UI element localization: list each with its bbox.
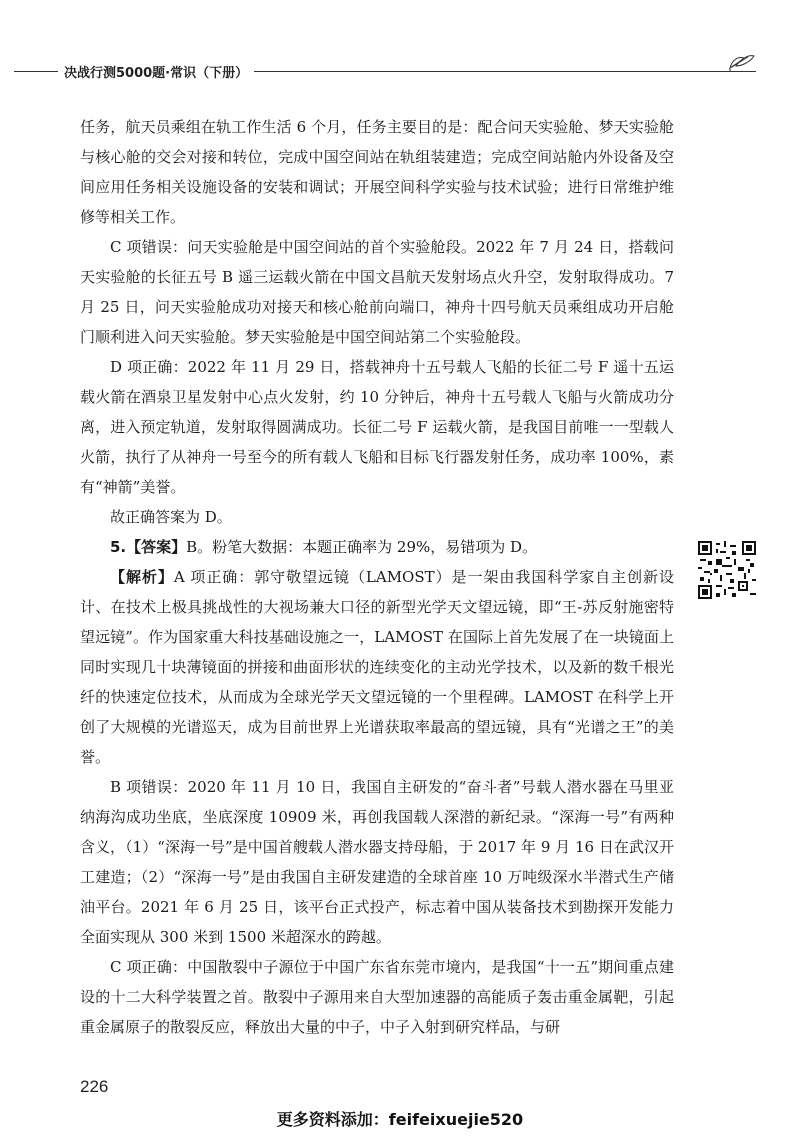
paragraph-option-c-wentian: C 项错误：问天实验舱是中国空间站的首个实验舱段。2022 年 7 月 24 日，搭载问天实验舱的长征五号 B 遥三运载火箭在中国文昌航天发射场点火升空，发射取得成功。7 月 25 日，问天实验舱成功对接天和核心舱前向端口，神舟十四号航天员乘组成功开启舱门顺利进入问天实验舱。梦天实验舱是中国空间站第二个实验舱段。 — [80, 238, 674, 346]
paragraph-mission: 任务，航天员乘组在轨工作生活 6 个月，任务主要目的是：配合问天实验舱、梦天实验舱与核心舱的交会对接和转位，完成中国空间站在轨组装建造；完成空间站舱内外设备及空间应用任务相关设施设备的安装和调试；开展空间科学实验与技术试验；进行日常维护维修等相关工作。 — [80, 118, 674, 226]
paragraph-option-c-spallation: C 项正确：中国散裂中子源位于中国广东省东莞市境内，是我国“十一五”期间重点建设的十二大科学装置之首。散裂中子源用来自大型加速器的高能质子轰击重金属靶，引起重金属原子的散裂反应，释放出大量的中子，中子入射到研究样品，与研 — [80, 958, 674, 1036]
analysis-label: 【解析】 — [110, 568, 174, 586]
analysis-text: A 项正确：郭守敬望远镜（LAMOST）是一架由我国科学家自主创新设计、在技术上极具挑战性的大视场兼大口径的新型光学天文望远镜，即“王-苏反射施密特望远镜”。作为国家重大科技基础设施之一，LAMOST 在国际上首先发展了在一块镜面上同时实现几十块薄镜面的拼接和曲面形状的连续变化的主动光学技术，以及新的数千根光纤的快速定位技术，从而成为全球光学天文望远镜的一个里程碑。LAMOST 在科学上开创了大规模的光谱巡天，成为目前世界上光谱获取率最高的望远镜，具有“光谱之王”的美誉。 — [80, 568, 674, 766]
paragraph-option-d-shenzhou: D 项正确：2022 年 11 月 29 日，搭载神舟十五号载人飞船的长征二号 F 遥十五运载火箭在酒泉卫星发射中心点火发射，约 10 分钟后，神舟十五号载人飞船与火箭成功分离，进入预定轨道，发射取得圆满成功。长征二号 F 运载火箭，是我国目前唯一一型载人火箭，执行了从神舟一号至今的所有载人飞船和目标飞行器发射任务，成功率 100%，素有“神箭”美誉。 — [80, 358, 674, 496]
paragraph-option-b-deepsea: B 项错误：2020 年 11 月 10 日，我国自主研发的“奋斗者”号载人潜水器在马里亚纳海沟成功坐底，坐底深度 10909 米，再创我国载人深潜的新纪录。“深海一号”有两种含义，（1）“深海一号”是中国首艘载人潜水器支持母船，于 2017 年 9 月 16 日在武汉开工建造；（2）“深海一号”是由我国自主研发建造的全球首座 10 万吨级深水半潜式生产储油平台。2021 年 6 月 25 日，该平台正式投产，标志着中国从装备技术到勘探开发能力全面实现从 300 米到 1500 米超深水的跨越。 — [80, 778, 674, 946]
qr-code[interactable] — [698, 541, 756, 599]
leaf-sprout-icon — [726, 46, 756, 76]
footer-note: 更多资料添加：feifeixuejie520 — [276, 1110, 524, 1129]
page-body — [80, 112, 674, 1042]
paragraph-q5-answer — [80, 532, 674, 562]
paragraph-answer-d: 故正确答案为 D。 — [110, 508, 232, 526]
header-rule-right — [254, 71, 756, 72]
running-header — [14, 60, 758, 82]
header-title: 决战行测5000题·常识（下册） — [64, 65, 249, 81]
paragraph-analysis-lamost — [80, 562, 674, 772]
answer-label: 5.【答案】 — [110, 538, 187, 556]
answer-text: B。粉笔大数据：本题正确率为 29%，易错项为 D。 — [186, 538, 538, 556]
header-rule-left — [14, 71, 58, 72]
page-number: 226 — [80, 1077, 109, 1096]
